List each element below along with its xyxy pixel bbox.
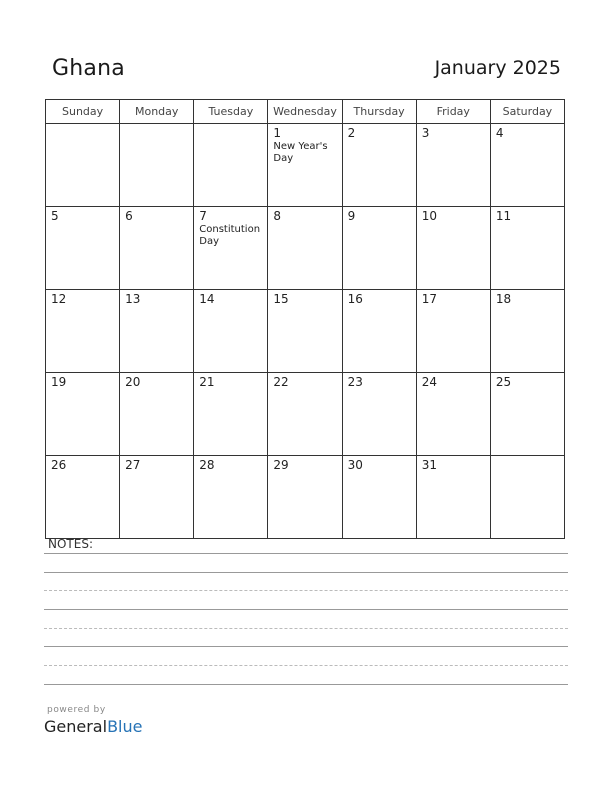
generalblue-logo xyxy=(44,717,142,736)
day-number: 5 xyxy=(51,209,59,223)
day-cell xyxy=(120,290,194,373)
holiday-label: Constitution Day xyxy=(199,224,261,247)
country-title: Ghana xyxy=(52,56,125,81)
notes-line xyxy=(44,609,568,610)
day-cell xyxy=(416,124,490,207)
notes-line xyxy=(44,628,568,629)
brand-blue: Blue xyxy=(107,717,143,736)
day-number: 23 xyxy=(347,375,363,389)
day-cell xyxy=(268,373,342,456)
day-number: 14 xyxy=(199,292,215,306)
calendar-week-row xyxy=(46,207,565,290)
day-number: 2 xyxy=(347,126,356,140)
day-cell xyxy=(490,207,564,290)
day-number: 24 xyxy=(421,375,437,389)
day-cell xyxy=(342,456,416,539)
calendar-week-row xyxy=(46,124,565,207)
day-cell xyxy=(490,290,564,373)
notes-label: NOTES: xyxy=(48,537,93,551)
day-number: 30 xyxy=(347,458,363,472)
day-cell xyxy=(120,207,194,290)
day-number: 31 xyxy=(421,458,437,472)
day-number: 20 xyxy=(125,375,141,389)
day-number: 16 xyxy=(347,292,363,306)
day-cell xyxy=(46,373,120,456)
day-cell xyxy=(120,456,194,539)
day-cell xyxy=(46,207,120,290)
day-cell xyxy=(194,290,268,373)
day-cell xyxy=(416,207,490,290)
notes-line xyxy=(44,646,568,647)
day-cell xyxy=(490,456,564,539)
day-number: 28 xyxy=(199,458,215,472)
day-number: 9 xyxy=(347,209,356,223)
notes-line xyxy=(44,572,568,573)
day-number: 6 xyxy=(125,209,133,223)
holiday-label: New Year's Day xyxy=(273,141,328,164)
weekday-header-row xyxy=(46,100,565,124)
day-number: 12 xyxy=(51,292,67,306)
notes-line xyxy=(44,590,568,591)
day-number: 29 xyxy=(273,458,289,472)
day-number: 18 xyxy=(495,292,512,306)
weekday-friday: Friday xyxy=(416,100,490,124)
day-cell xyxy=(120,373,194,456)
day-number: 25 xyxy=(495,375,512,389)
day-cell xyxy=(46,124,120,207)
day-number: 22 xyxy=(273,375,289,389)
notes-line xyxy=(44,553,568,554)
day-cell xyxy=(268,290,342,373)
day-number: 13 xyxy=(125,292,141,306)
day-cell xyxy=(194,207,268,290)
day-number: 19 xyxy=(51,375,67,389)
day-cell xyxy=(268,124,342,207)
day-number: 3 xyxy=(421,126,430,140)
day-cell xyxy=(416,456,490,539)
powered-by-text: powered by xyxy=(47,705,106,715)
day-number: 1 xyxy=(273,126,282,140)
day-cell xyxy=(342,290,416,373)
brand-general: General xyxy=(44,717,108,736)
month-year-title: January 2025 xyxy=(434,57,561,79)
weekday-sunday: Sunday xyxy=(46,100,120,124)
day-cell xyxy=(194,124,268,207)
day-cell xyxy=(490,373,564,456)
day-number: 7 xyxy=(199,209,207,223)
day-number: 26 xyxy=(51,458,67,472)
calendar-week-row xyxy=(46,290,565,373)
day-number: 10 xyxy=(421,209,437,223)
day-cell xyxy=(416,373,490,456)
day-cell xyxy=(416,290,490,373)
day-cell xyxy=(268,456,342,539)
notes-line xyxy=(44,684,568,685)
day-cell xyxy=(46,456,120,539)
day-cell xyxy=(342,124,416,207)
day-number: 27 xyxy=(125,458,141,472)
day-number: 15 xyxy=(273,292,289,306)
day-cell xyxy=(490,124,564,207)
day-number: 11 xyxy=(495,209,512,223)
weekday-monday: Monday xyxy=(120,100,194,124)
day-cell xyxy=(342,373,416,456)
day-number: 8 xyxy=(273,209,282,223)
day-cell xyxy=(268,207,342,290)
day-cell xyxy=(46,290,120,373)
calendar-week-row xyxy=(46,456,565,539)
calendar-grid xyxy=(45,99,565,539)
day-number: 17 xyxy=(421,292,437,306)
day-cell xyxy=(120,124,194,207)
weekday-saturday: Saturday xyxy=(490,100,564,124)
weekday-wednesday: Wednesday xyxy=(268,100,342,124)
notes-line xyxy=(44,665,568,666)
day-number: 4 xyxy=(495,126,504,140)
day-cell xyxy=(194,373,268,456)
calendar-week-row xyxy=(46,373,565,456)
day-cell xyxy=(194,456,268,539)
day-number: 21 xyxy=(199,375,215,389)
weekday-thursday: Thursday xyxy=(342,100,416,124)
weekday-tuesday: Tuesday xyxy=(194,100,268,124)
calendar-body xyxy=(46,124,565,539)
day-cell xyxy=(342,207,416,290)
